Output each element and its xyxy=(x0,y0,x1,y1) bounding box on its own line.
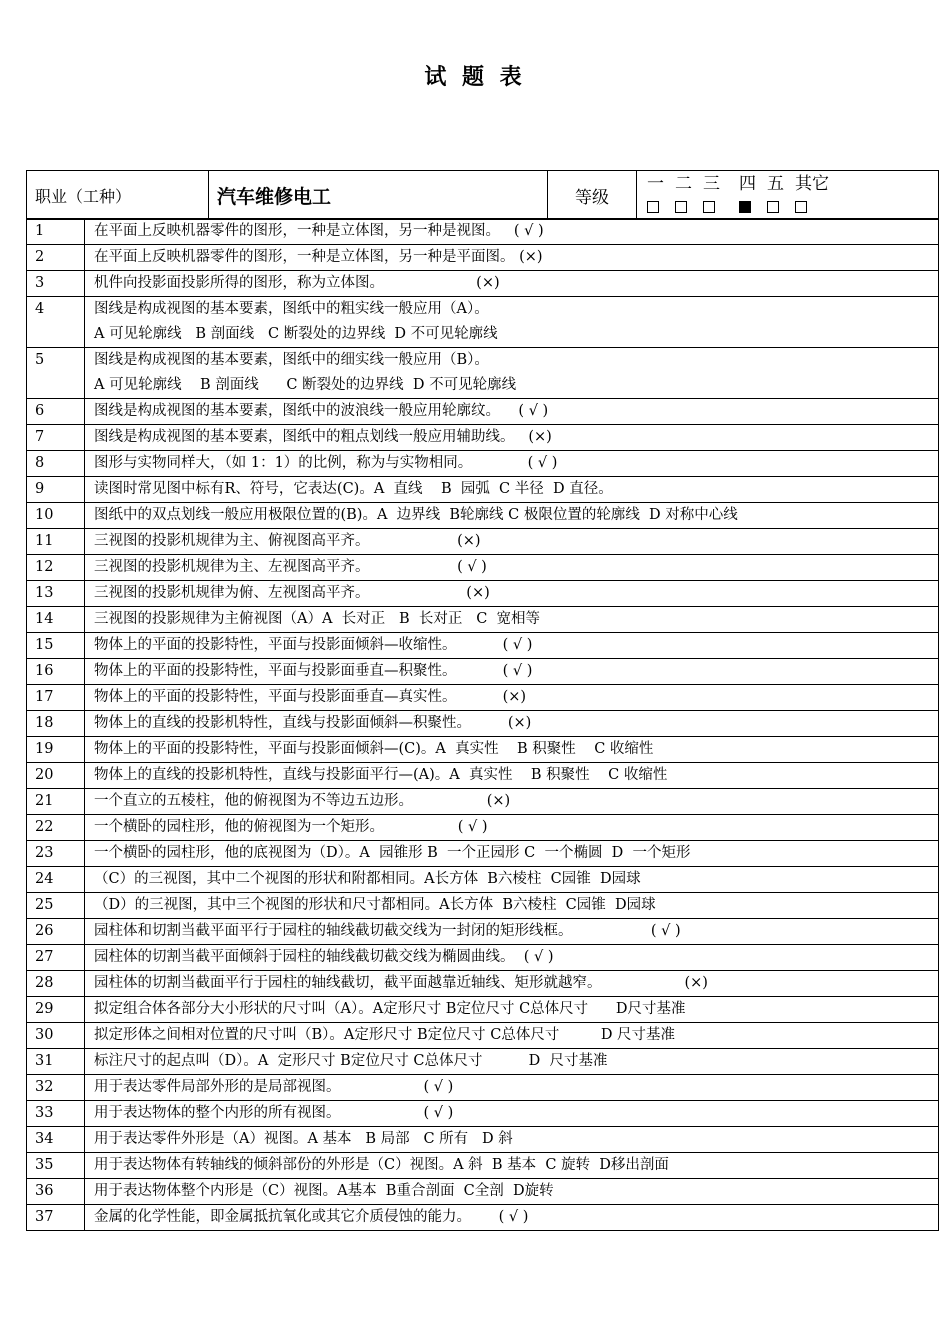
question-number: 4 xyxy=(27,297,85,348)
question-row xyxy=(27,607,939,633)
question-number: 26 xyxy=(27,919,85,945)
question-text xyxy=(85,477,939,503)
question-line: 在平面上反映机器零件的图形，一种是立体图，另一种是平面图。 (×) xyxy=(94,249,543,265)
question-number: 3 xyxy=(27,271,85,297)
question-line: 用于表达物体整个内形是（C）视图。A基本 B重合剖面 C全剖 D旋转 xyxy=(94,1183,554,1199)
level-name: 二 xyxy=(675,174,692,194)
question-line: 用于表达零件局部外形的是局部视图。 ( √ ) xyxy=(94,1079,454,1095)
question-row xyxy=(27,737,939,763)
question-number: 28 xyxy=(27,971,85,997)
question-number: 18 xyxy=(27,711,85,737)
question-text xyxy=(85,763,939,789)
question-line: 园柱体的切割当截平面倾斜于园柱的轴线截切截交线为椭圆曲线。 ( √ ) xyxy=(94,949,554,965)
question-number: 2 xyxy=(27,245,85,271)
question-row xyxy=(27,919,939,945)
question-text xyxy=(85,348,939,399)
question-row xyxy=(27,555,939,581)
question-text xyxy=(85,1127,939,1153)
level-checkbox[interactable] xyxy=(795,201,807,213)
question-number: 17 xyxy=(27,685,85,711)
question-row xyxy=(27,399,939,425)
question-line: 图线是构成视图的基本要素，图纸中的波浪线一般应用轮廓纹。 ( √ ) xyxy=(94,403,549,419)
question-row xyxy=(27,219,939,245)
question-row xyxy=(27,659,939,685)
job-value: 汽车维修电工 xyxy=(209,171,548,220)
question-line: 拟定形体之间相对位置的尺寸叫（B）。A定形尺寸 B定位尺寸 C总体尺寸 D 尺寸基准 xyxy=(94,1027,676,1043)
question-row xyxy=(27,633,939,659)
level-checkbox[interactable] xyxy=(647,201,659,213)
level-name: 五 xyxy=(767,174,784,194)
question-number: 14 xyxy=(27,607,85,633)
question-row xyxy=(27,529,939,555)
question-line: （D）的三视图，其中三个视图的形状和尺寸都相同。A长方体 B六棱柱 C园锥 D园球 xyxy=(94,897,656,913)
question-number: 23 xyxy=(27,841,85,867)
question-number: 35 xyxy=(27,1153,85,1179)
question-line: 一个横卧的园柱形，他的底视图为（D）。A 园锥形 B 一个正园形 C 一个椭圆 D 一个矩形 xyxy=(94,845,691,861)
job-header-table xyxy=(26,170,939,220)
question-text xyxy=(85,737,939,763)
question-line: 用于表达物体有转轴线的倾斜部份的外形是（C）视图。A 斜 B 基本 C 旋转 D移出剖面 xyxy=(94,1157,669,1173)
question-number: 8 xyxy=(27,451,85,477)
question-text xyxy=(85,789,939,815)
question-row xyxy=(27,945,939,971)
level-options xyxy=(637,171,939,220)
question-number: 31 xyxy=(27,1049,85,1075)
question-line: 园柱体和切割当截平面平行于园柱的轴线截切截交线为一封闭的矩形线框。 ( √ ) xyxy=(94,923,681,939)
question-line: 在平面上反映机器零件的图形，一种是立体图，另一种是视图。 ( √ ) xyxy=(94,223,544,239)
question-number: 16 xyxy=(27,659,85,685)
question-number: 19 xyxy=(27,737,85,763)
level-checkbox[interactable] xyxy=(675,201,687,213)
question-row xyxy=(27,789,939,815)
question-text xyxy=(85,1153,939,1179)
question-text xyxy=(85,659,939,685)
question-number: 22 xyxy=(27,815,85,841)
question-line: 物体上的平面的投影特性，平面与投影面垂直—真实性。 (×) xyxy=(94,689,527,705)
question-text xyxy=(85,297,939,348)
level-name: 其它 xyxy=(795,174,829,194)
question-text xyxy=(85,997,939,1023)
question-number: 13 xyxy=(27,581,85,607)
question-row xyxy=(27,425,939,451)
question-line: （C）的三视图，其中二个视图的形状和附都相同。A长方体 B六棱柱 C园锥 D园球 xyxy=(94,871,641,887)
question-line: 机件向投影面投影所得的图形，称为立体图。 (×) xyxy=(94,275,500,291)
question-line: 拟定组合体各部分大小形状的尺寸叫（A）。A定形尺寸 B定位尺寸 C总体尺寸 D尺寸基准 xyxy=(94,1001,686,1017)
question-text xyxy=(85,633,939,659)
question-row xyxy=(27,997,939,1023)
question-row xyxy=(27,1127,939,1153)
question-text xyxy=(85,607,939,633)
question-number: 37 xyxy=(27,1205,85,1231)
question-text xyxy=(85,503,939,529)
question-line: 一个直立的五棱柱，他的俯视图为不等边五边形。 (×) xyxy=(94,793,511,809)
question-number: 32 xyxy=(27,1075,85,1101)
question-row xyxy=(27,297,939,348)
question-row xyxy=(27,1179,939,1205)
question-text xyxy=(85,451,939,477)
question-line: 图纸中的双点划线一般应用极限位置的(B)。A 边界线 B轮廓线 C 极限位置的轮廓线 D 对称中心线 xyxy=(94,507,738,523)
question-text xyxy=(85,1205,939,1231)
question-text xyxy=(85,841,939,867)
question-text xyxy=(85,581,939,607)
question-row xyxy=(27,893,939,919)
question-number: 24 xyxy=(27,867,85,893)
question-line: 图形与实物同样大，（如 1：1）的比例，称为与实物相同。 ( √ ) xyxy=(94,455,558,471)
question-text xyxy=(85,399,939,425)
question-number: 29 xyxy=(27,997,85,1023)
level-checkbox[interactable] xyxy=(703,201,715,213)
question-number: 12 xyxy=(27,555,85,581)
question-number: 5 xyxy=(27,348,85,399)
question-row xyxy=(27,581,939,607)
question-row xyxy=(27,971,939,997)
question-line: 用于表达零件外形是（A）视图。A 基本 B 局部 C 所有 D 斜 xyxy=(94,1131,513,1147)
question-row xyxy=(27,1023,939,1049)
question-row xyxy=(27,1075,939,1101)
question-text xyxy=(85,1049,939,1075)
question-line: A 可见轮廓线 B 剖面线 C 断裂处的边界线 D 不可见轮廓线 xyxy=(94,377,517,393)
question-row xyxy=(27,1153,939,1179)
question-number: 33 xyxy=(27,1101,85,1127)
question-text xyxy=(85,1179,939,1205)
question-row xyxy=(27,841,939,867)
question-text xyxy=(85,1075,939,1101)
question-line: 物体上的平面的投影特性，平面与投影面倾斜—(C)。A 真实性 B 积聚性 C 收缩性 xyxy=(94,741,654,757)
question-text xyxy=(85,425,939,451)
question-line: A 可见轮廓线 B 剖面线 C 断裂处的边界线 D 不可见轮廓线 xyxy=(94,326,498,342)
question-row xyxy=(27,685,939,711)
question-text xyxy=(85,893,939,919)
question-text xyxy=(85,555,939,581)
question-row xyxy=(27,1101,939,1127)
question-number: 9 xyxy=(27,477,85,503)
question-line: 三视图的投影规律为主俯视图（A）A 长对正 B 长对正 C 宽相等 xyxy=(94,611,541,627)
question-text xyxy=(85,271,939,297)
question-text xyxy=(85,245,939,271)
level-name: 三 xyxy=(703,174,720,194)
question-line: 图线是构成视图的基本要素，图纸中的细实线一般应用（B）。 xyxy=(94,352,489,368)
question-row xyxy=(27,271,939,297)
question-number: 20 xyxy=(27,763,85,789)
question-line: 一个横卧的园柱形，他的俯视图为一个矩形。 ( √ ) xyxy=(94,819,488,835)
question-row xyxy=(27,245,939,271)
question-text xyxy=(85,685,939,711)
question-table xyxy=(26,218,939,1231)
job-label: 职业（工种） xyxy=(27,171,209,220)
question-line: 物体上的直线的投影机特性，直线与投影面平行—(A)。A 真实性 B 积聚性 C 收缩性 xyxy=(94,767,668,783)
page-title: 试 题 表 xyxy=(424,64,526,90)
question-row xyxy=(27,711,939,737)
question-line: 三视图的投影机规律为俯、左视图高平齐。 (×) xyxy=(94,585,490,601)
level-name: 一 xyxy=(647,174,664,194)
question-row xyxy=(27,815,939,841)
question-row xyxy=(27,503,939,529)
question-row xyxy=(27,477,939,503)
question-line: 物体上的平面的投影特性，平面与投影面垂直—积聚性。 ( √ ) xyxy=(94,663,533,679)
question-line: 用于表达物体的整个内形的所有视图。 ( √ ) xyxy=(94,1105,454,1121)
question-line: 三视图的投影机规律为主、左视图高平齐。 ( √ ) xyxy=(94,559,487,575)
question-line: 图线是构成视图的基本要素，图纸中的粗点划线一般应用辅助线。 (×) xyxy=(94,429,552,445)
question-number: 34 xyxy=(27,1127,85,1153)
question-line: 金属的化学性能，即金属抵抗氧化或其它介质侵蚀的能力。 ( √ ) xyxy=(94,1209,529,1225)
question-line: 标注尺寸的起点叫（D）。A 定形尺寸 B定位尺寸 C总体尺寸 D 尺寸基准 xyxy=(94,1053,608,1069)
level-checkbox[interactable] xyxy=(767,201,779,213)
question-number: 27 xyxy=(27,945,85,971)
question-number: 21 xyxy=(27,789,85,815)
question-text xyxy=(85,971,939,997)
question-text xyxy=(85,867,939,893)
question-row xyxy=(27,451,939,477)
question-line: 三视图的投影机规律为主、俯视图高平齐。 (×) xyxy=(94,533,481,549)
question-number: 7 xyxy=(27,425,85,451)
question-text xyxy=(85,815,939,841)
question-row xyxy=(27,1205,939,1231)
question-row xyxy=(27,867,939,893)
question-line: 读图时常见图中标有R、符号，它表达(C)。A 直线 B 园弧 C 半径 D 直径。 xyxy=(94,481,613,497)
level-name: 四 xyxy=(739,174,756,194)
question-number: 10 xyxy=(27,503,85,529)
question-number: 15 xyxy=(27,633,85,659)
question-text xyxy=(85,219,939,245)
question-number: 30 xyxy=(27,1023,85,1049)
question-number: 1 xyxy=(27,219,85,245)
question-row xyxy=(27,763,939,789)
question-line: 物体上的直线的投影机特性，直线与投影面倾斜—积聚性。 (×) xyxy=(94,715,532,731)
question-text xyxy=(85,711,939,737)
question-text xyxy=(85,945,939,971)
question-line: 图线是构成视图的基本要素，图纸中的粗实线一般应用（A）。 xyxy=(94,301,489,317)
question-text xyxy=(85,919,939,945)
question-line: 园柱体的切割当截面平行于园柱的轴线截切，截平面越靠近轴线、矩形就越窄。 (×) xyxy=(94,975,708,991)
question-number: 6 xyxy=(27,399,85,425)
question-line: 物体上的平面的投影特性，平面与投影面倾斜—收缩性。 ( √ ) xyxy=(94,637,533,653)
question-text xyxy=(85,1101,939,1127)
question-row xyxy=(27,348,939,399)
level-label: 等级 xyxy=(548,171,637,220)
question-text xyxy=(85,1023,939,1049)
question-number: 11 xyxy=(27,529,85,555)
level-checkbox[interactable] xyxy=(739,201,751,213)
question-text xyxy=(85,529,939,555)
question-number: 36 xyxy=(27,1179,85,1205)
question-row xyxy=(27,1049,939,1075)
question-number: 25 xyxy=(27,893,85,919)
